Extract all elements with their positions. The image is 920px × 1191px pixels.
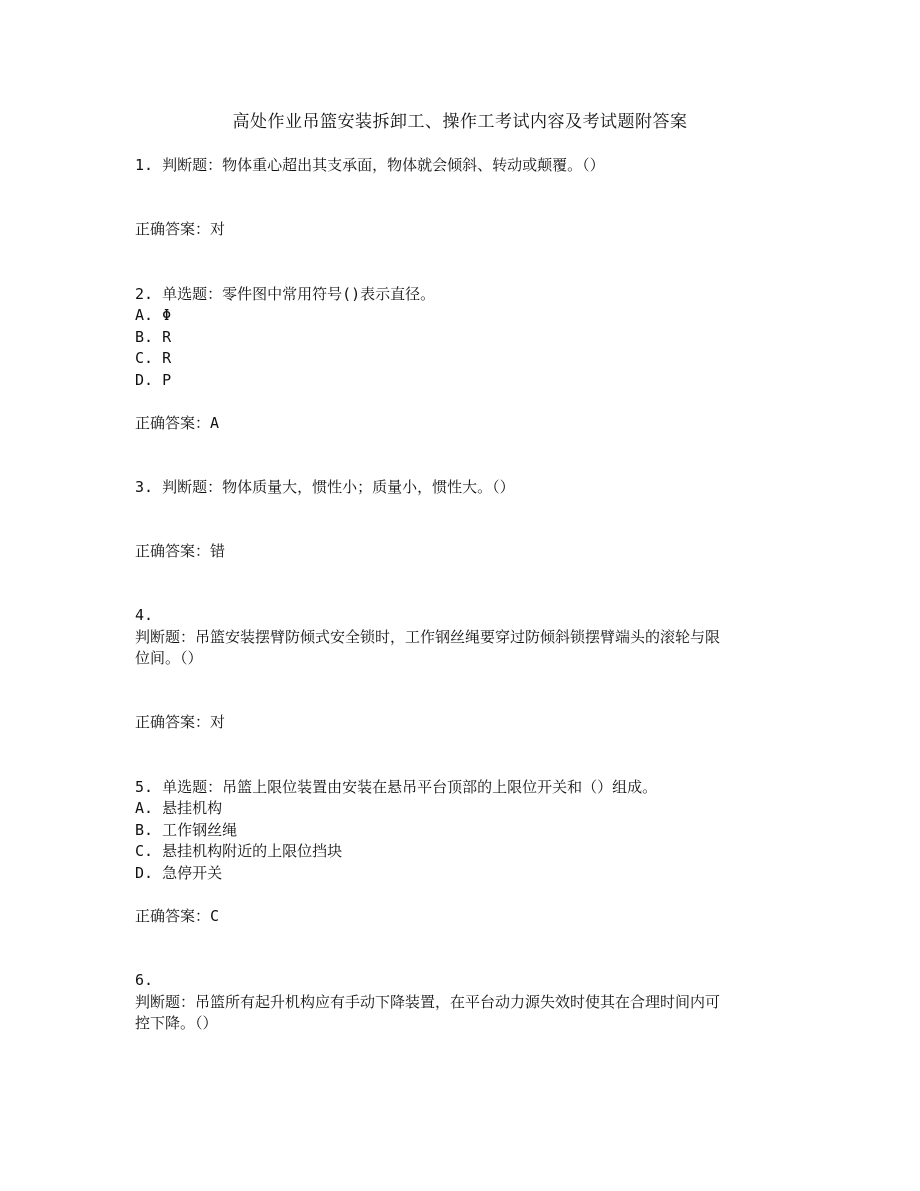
question-6-number: 6. — [135, 971, 154, 989]
question-5 — [135, 777, 785, 798]
answer-value: A — [210, 414, 220, 432]
question-4 — [135, 627, 785, 648]
question-4-line2: 位间。（） — [135, 649, 203, 667]
option-c: C. R — [135, 349, 172, 367]
question-type: 判断题： — [135, 628, 196, 646]
question-text: 零件图中常用符号()表示直径。 — [222, 285, 436, 303]
question-text-line1: 吊篮安装摆臂防倾式安全锁时，工作钢丝绳要穿过防倾斜锁摆臂端头的滚轮与限 — [195, 628, 721, 646]
answer-label: 正确答案： — [135, 713, 211, 731]
question-3 — [135, 477, 785, 498]
option-b: B. 工作钢丝绳 — [135, 821, 238, 839]
question-text: 吊篮上限位装置由安装在悬吊平台顶部的上限位开关和（）组成。 — [222, 778, 658, 796]
question-2 — [135, 284, 785, 305]
answer-5 — [135, 906, 785, 927]
question-text: 物体重心超出其支承面，物体就会倾斜、转动或颠覆。（） — [222, 156, 605, 174]
question-type: 判断题： — [162, 478, 223, 496]
question-number: 1. — [135, 156, 154, 174]
answer-label: 正确答案： — [135, 414, 211, 432]
option-d: D. P — [135, 371, 172, 389]
question-number: 2. — [135, 285, 154, 303]
option-d: D. 急停开关 — [135, 864, 223, 882]
answer-label: 正确答案： — [135, 220, 211, 238]
question-4-number: 4. — [135, 606, 154, 624]
option-b: B. R — [135, 328, 172, 346]
answer-value: C — [210, 907, 220, 925]
question-6-line2: 控下降。（） — [135, 1014, 218, 1032]
question-number: 5. — [135, 778, 154, 796]
question-text: 物体质量大，惯性小；质量小，惯性大。（） — [222, 478, 515, 496]
question-type: 判断题： — [162, 156, 223, 174]
question-type: 判断题： — [135, 993, 196, 1011]
answer-4 — [135, 712, 785, 733]
answer-1 — [135, 219, 785, 240]
option-a: A. Φ — [135, 306, 172, 324]
answer-label: 正确答案： — [135, 542, 211, 560]
question-number: 3. — [135, 478, 154, 496]
question-6 — [135, 992, 785, 1013]
answer-2 — [135, 413, 785, 434]
option-c: C. 悬挂机构附近的上限位挡块 — [135, 842, 343, 860]
page-title: 高处作业吊篮安装拆卸工、操作工考试内容及考试题附答案 — [232, 112, 688, 132]
option-a: A. 悬挂机构 — [135, 799, 223, 817]
answer-value: 对 — [210, 220, 226, 238]
question-type: 单选题： — [162, 778, 223, 796]
question-1 — [135, 155, 785, 176]
question-text-line1: 吊篮所有起升机构应有手动下降装置，在平台动力源失效时使其在合理时间内可 — [195, 993, 721, 1011]
question-type: 单选题： — [162, 285, 223, 303]
answer-label: 正确答案： — [135, 907, 211, 925]
answer-value: 错 — [210, 542, 226, 560]
answer-3 — [135, 541, 785, 562]
answer-value: 对 — [210, 713, 226, 731]
